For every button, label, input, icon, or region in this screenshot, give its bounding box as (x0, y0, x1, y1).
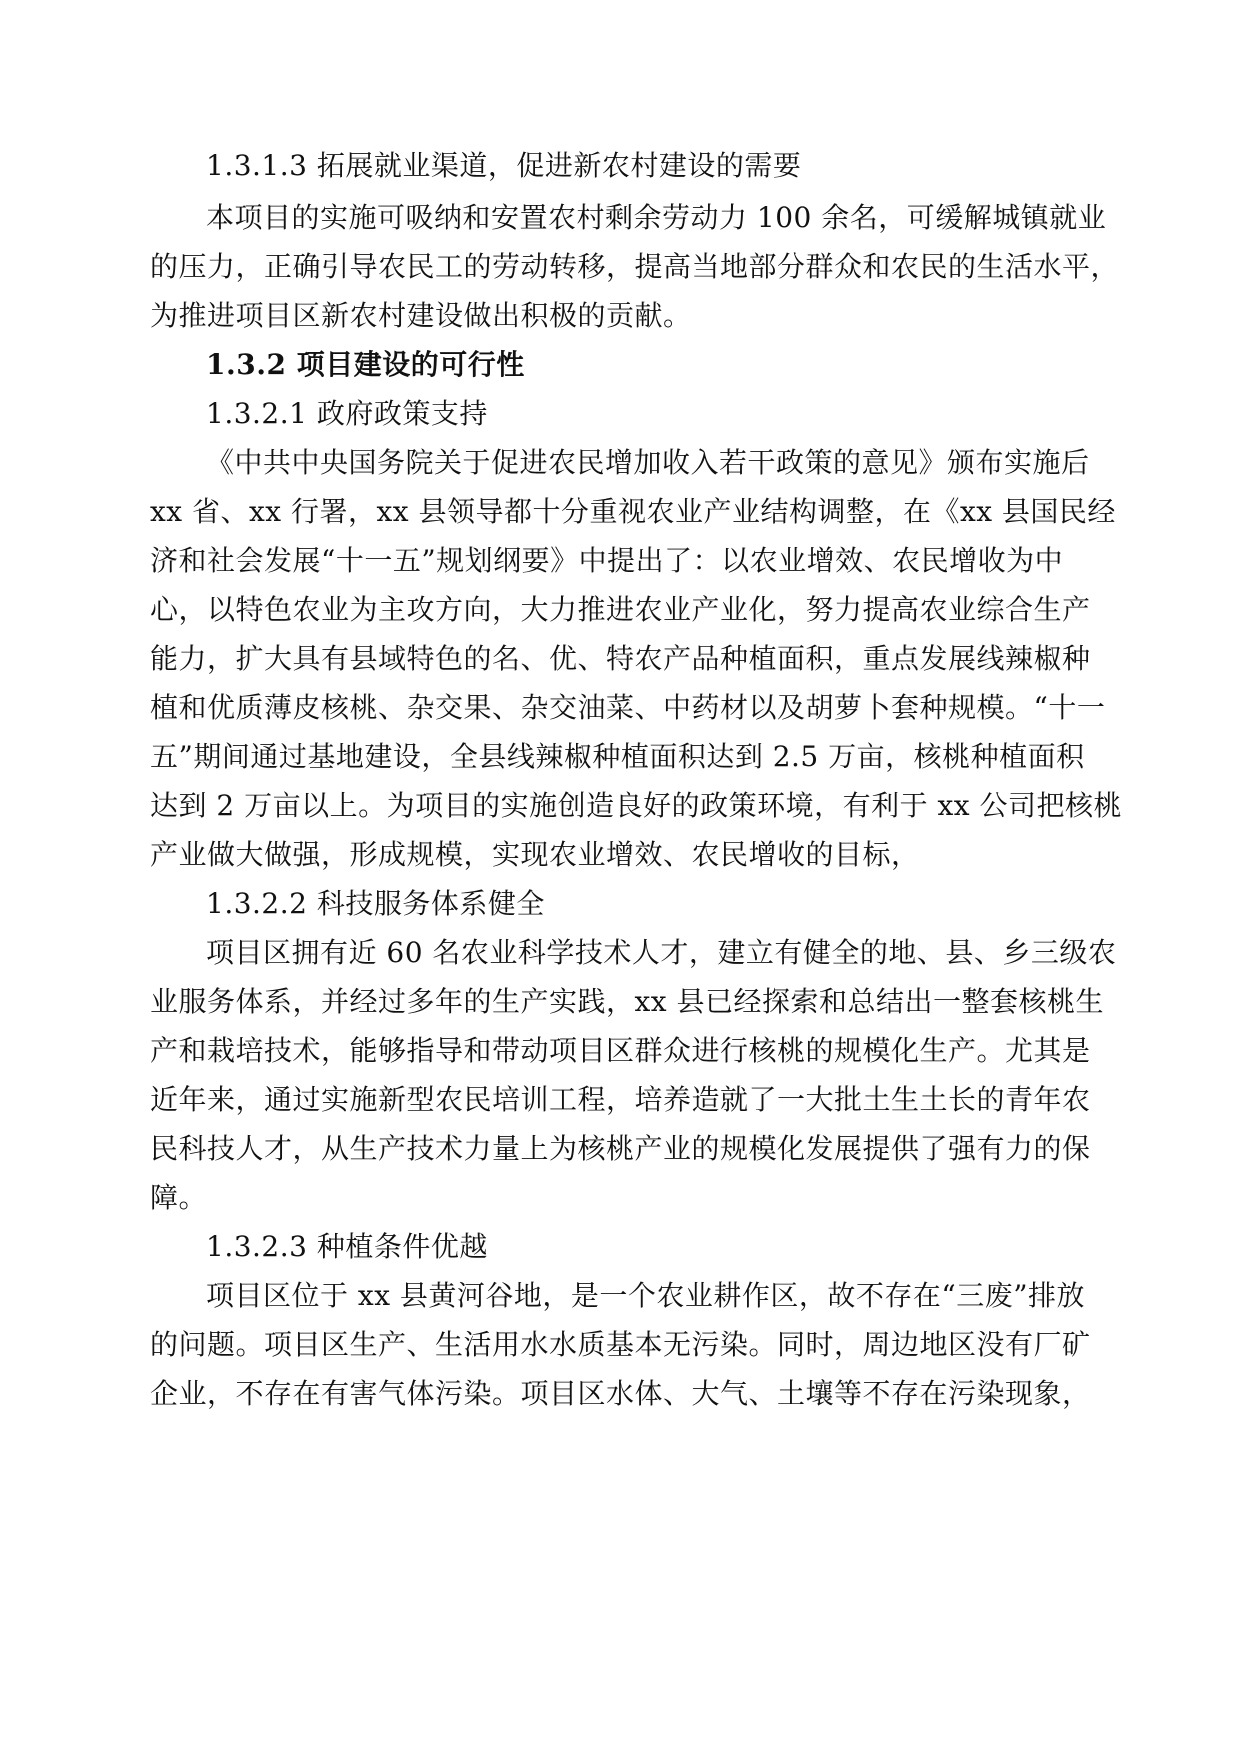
paragraph-line: 项目区位于 xx 县黄河谷地，是一个农业耕作区，故不存在“三废”排放 (206, 1279, 1086, 1312)
paragraph-line: 五”期间通过基地建设，全县线辣椒种植面积达到 2.5 万亩，核桃种植面积 (150, 740, 1085, 773)
section-heading-1-3-1-3: 1.3.1.3 拓展就业渠道，促进新农村建设的需要 (206, 149, 802, 182)
paragraph-line: 的压力，正确引导农民工的劳动转移，提高当地部分群众和农民的生活水平， (150, 250, 1120, 283)
paragraph-line: 心，以特色农业为主攻方向，大力推进农业产业化，努力提高农业综合生产 (150, 593, 1091, 626)
paragraph-line: 企业，不存在有害气体污染。项目区水体、大气、土壤等不存在污染现象， (150, 1377, 1091, 1410)
paragraph-line: 植和优质薄皮核桃、杂交果、杂交油菜、中药材以及胡萝卜套种规模。“十一 (150, 691, 1106, 724)
paragraph-line: 产业做大做强，形成规模，实现农业增效、农民增收的目标， (150, 838, 920, 871)
section-heading-1-3-2: 1.3.2 项目建设的可行性 (206, 348, 525, 381)
paragraph-line: 项目区拥有近 60 名农业科学技术人才，建立有健全的地、县、乡三级农 (206, 936, 1117, 969)
paragraph-line: 《中共中央国务院关于促进农民增加收入若干政策的意见》颁布实施后 (206, 446, 1090, 479)
section-heading-1-3-2-2: 1.3.2.2 科技服务体系健全 (206, 887, 545, 920)
paragraph-line: 本项目的实施可吸纳和安置农村剩余劳动力 100 余名，可缓解城镇就业 (206, 201, 1107, 234)
paragraph-line: 民科技人才，从生产技术力量上为核桃产业的规模化发展提供了强有力的保 (150, 1132, 1091, 1165)
paragraph-line: 业服务体系，并经过多年的生产实践，xx 县已经探索和总结出一整套核桃生 (150, 985, 1104, 1018)
paragraph-line: 的问题。项目区生产、生活用水水质基本无污染。同时，周边地区没有厂矿 (150, 1328, 1091, 1361)
paragraph-line: 障。 (150, 1181, 208, 1214)
paragraph-line: 近年来，通过实施新型农民培训工程，培养造就了一大批土生土长的青年农 (150, 1083, 1091, 1116)
paragraph-line: 为推进项目区新农村建设做出积极的贡献。 (150, 299, 692, 332)
paragraph-line: xx 省、xx 行署，xx 县领导都十分重视农业产业结构调整，在《xx 县国民经 (150, 495, 1116, 528)
paragraph-line: 达到 2 万亩以上。为项目的实施创造良好的政策环境，有利于 xx 公司把核桃 (150, 789, 1123, 822)
paragraph-line: 济和社会发展“十一五”规划纲要》中提出了：以农业增效、农民增收为中 (150, 544, 1064, 577)
paragraph-line: 产和栽培技术，能够指导和带动项目区群众进行核桃的规模化生产。尤其是 (150, 1034, 1091, 1067)
paragraph-line: 能力，扩大具有县域特色的名、优、特农产品种植面积，重点发展线辣椒种 (150, 642, 1091, 675)
section-heading-1-3-2-1: 1.3.2.1 政府政策支持 (206, 397, 488, 430)
section-heading-1-3-2-3: 1.3.2.3 种植条件优越 (206, 1230, 488, 1263)
